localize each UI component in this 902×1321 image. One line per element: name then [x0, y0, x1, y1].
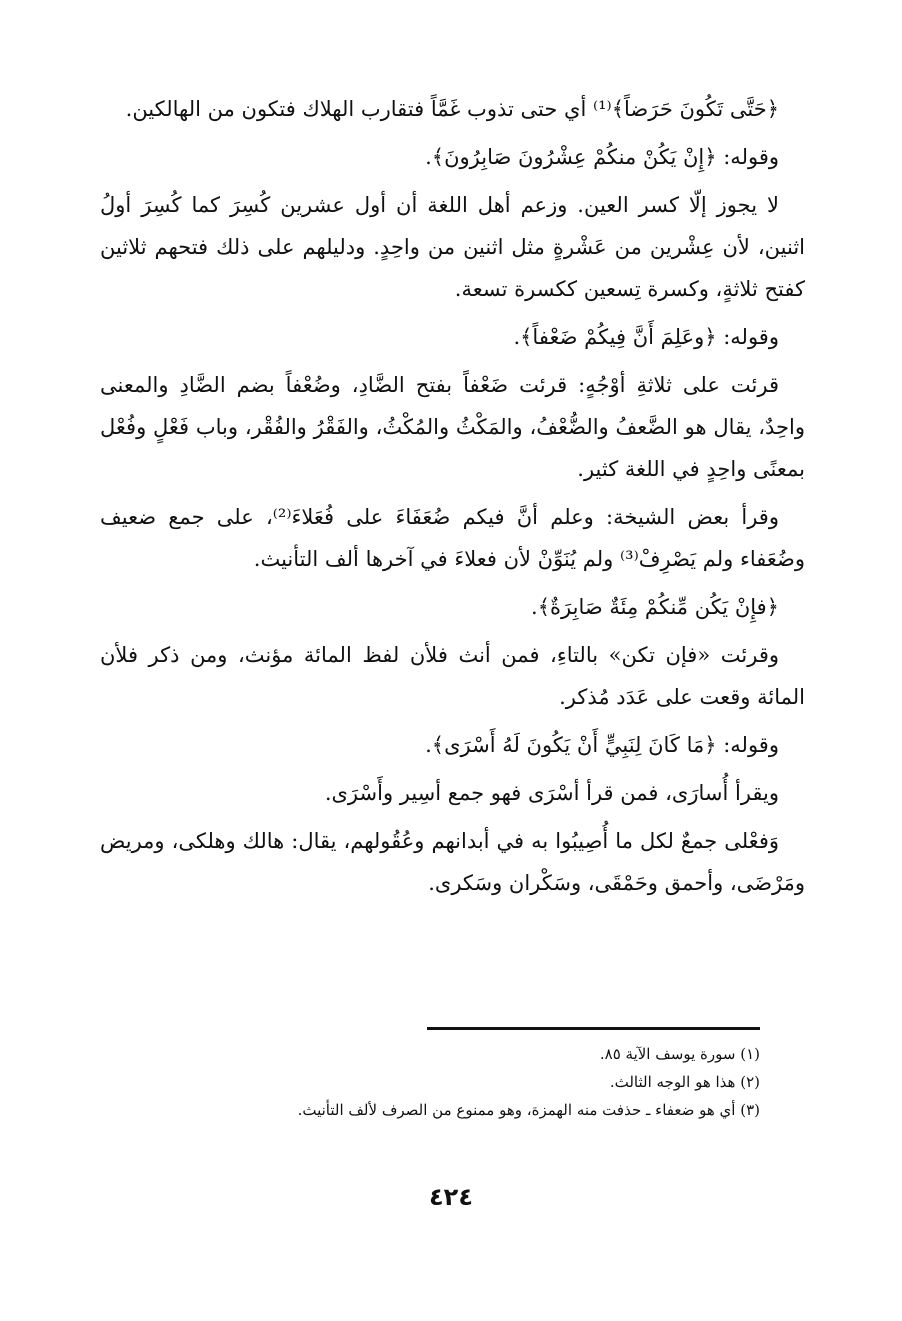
footnote-separator [427, 1027, 760, 1030]
paragraph-1: ﴿حَتَّى تَكُونَ حَرَضاً﴾⁽¹⁾ أي حتى تذوب غَمَّاً فتقارب الهلاك فتكون من الهالكين. [125, 97, 779, 121]
paragraph-5: قرئت على ثلاثةِ أوْجُهٍ: قرئت ضَعْفاً بفتح الضَّادِ، وضُعْفاً بضم الضَّادِ والمعنى واحِدٌ، يقال هو الضَّعفُ والضُّعْفُ، والمَكْثُ والمُكْثُ، والفَقْرُ والفُقْر، وباب فَعْلٍ وفُعْل بمعنًى واحِدٍ في اللغة كثير. [100, 373, 805, 481]
paragraph-3: لا يجوز إلّا كسر العين. وزعم أهل اللغة أن أول عشرين كُسِرَ كما كُسِرَ أولُ اثنين، لأن عِشْرين من عَشْرةٍ مثل اثنين من واحِدٍ. ودليلهم على ذلك فتحهم ثلاثين كفتح ثلاثةٍ، وكسرة تِسعين ككسرة تسعة. [100, 193, 805, 301]
paragraph-7: ﴿فإِنْ يَكُن مِّنكُمْ مِئَةٌ صَابِرَةٌ﴾. [531, 595, 779, 619]
paragraph-8: وقرئت «فإن تكن» بالتاءِ، فمن أنث فلأن لفظ المائة مؤنث، ومن ذكر فلأن المائة وقعت على عَدَد مُذكر. [100, 643, 805, 709]
main-text [100, 88, 805, 910]
footnote-1: (١) سورة يوسف الآية ٨٥. [599, 1045, 760, 1063]
paragraph-10: ويقرأ أُسارَى، فمن قرأ أسْرَى فهو جمع أسِير وأَسْرَى. [324, 781, 779, 805]
footnote-3: (٣) أي هو ضعفاء ـ حذفت منه الهمزة، وهو ممنوع من الصرف لألف التأنيث. [297, 1101, 760, 1119]
page-number: ٤٢٤ [429, 1183, 473, 1211]
paragraph-2: وقوله: ﴿إِنْ يَكُنْ منكُمْ عِشْرُونَ صَابِرُونَ﴾. [425, 145, 779, 169]
footnote-2: (٢) هذا هو الوجه الثالث. [609, 1073, 760, 1091]
paragraph-9: وقوله: ﴿مَا كَانَ لِنَبِيٍّ أَنْ يَكُونَ لَهُ أَسْرَى﴾. [425, 733, 779, 757]
paragraph-6: وقرأ بعض الشيخة: وعلم أنَّ فيكم ضُعَفَاءَ على فُعَلاءَ⁽²⁾، على جمع ضعيف وضُعَفاء ولم يَصْرِفْ⁽³⁾ ولم يُنَوِّنْ لأن فعلاءَ في آخرها ألف التأنيث. [100, 505, 805, 571]
paragraph-4: وقوله: ﴿وعَلِمَ أَنَّ فِيكُمْ ضَعْفاً﴾. [513, 325, 779, 349]
paragraph-11: وَفعْلى جمعٌ لكل ما أُصِيبُوا به في أبدانهم وعُقُولهم، يقال: هالك وهلكى، ومريض ومَرْضَى، وأحمق وحَمْقَى، وسَكْران وسَكرى. [100, 829, 805, 895]
footnotes [100, 1040, 760, 1124]
